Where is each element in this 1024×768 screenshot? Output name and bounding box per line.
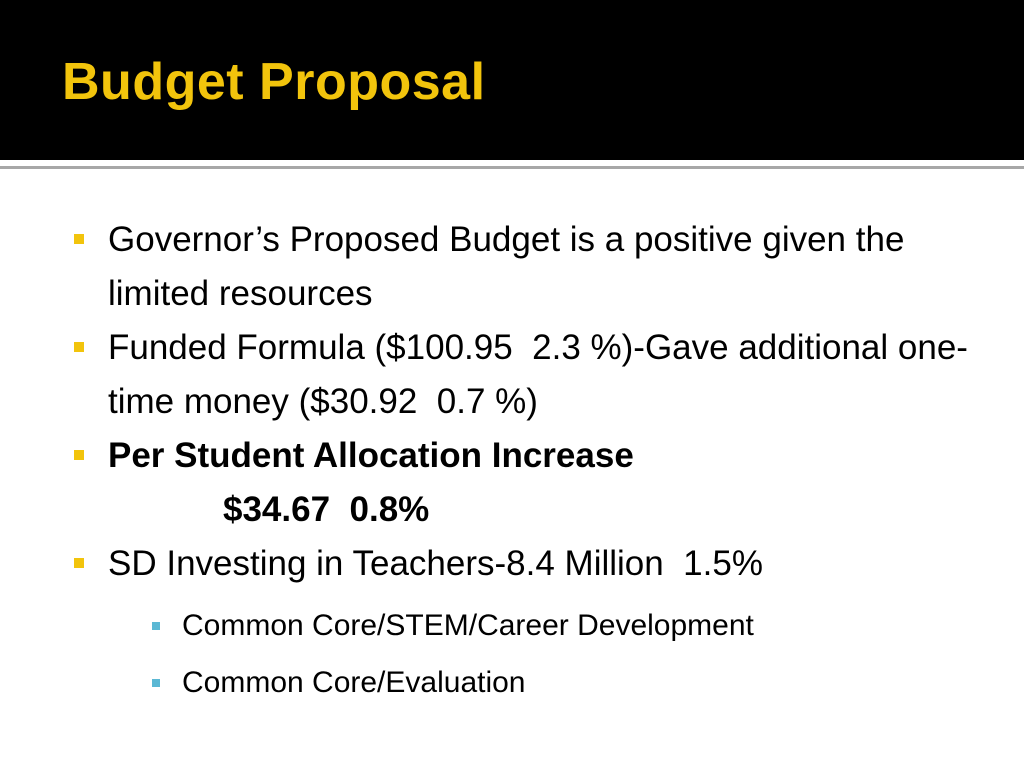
slide-title: Budget Proposal [62,53,486,111]
content-area [0,169,1024,768]
small-square-bullet-icon [152,679,160,687]
bullet-item [68,429,968,483]
sub-bullet-text: Common Core/STEM/Career Development [182,609,754,642]
bullet-item [68,537,968,711]
sub-bullet-item [108,654,968,711]
bullet-text: Funded Formula ($100.95 2.3 %)-Gave additional one-time money ($30.92 0.7 %) [108,328,968,421]
bullet-item [68,213,968,321]
bullet-list [68,213,968,711]
bullet-text: Governor’s Proposed Budget is a positive given the limited resources [108,220,915,313]
sub-bullet-item [108,597,968,654]
title-bar [0,0,1024,160]
square-bullet-icon [74,234,84,244]
small-square-bullet-icon [152,622,160,630]
sub-bullet-list [108,597,968,711]
square-bullet-icon [74,342,84,352]
bullet-text: Per Student Allocation Increase [108,436,634,475]
sub-bullet-text: Common Core/Evaluation [182,666,526,699]
bullet-text: SD Investing in Teachers-8.4 Million 1.5% [108,544,763,583]
allocation-amount: $34.67 0.8% [223,490,430,529]
square-bullet-icon [74,558,84,568]
square-bullet-icon [74,450,84,460]
bullet-item [68,321,968,429]
